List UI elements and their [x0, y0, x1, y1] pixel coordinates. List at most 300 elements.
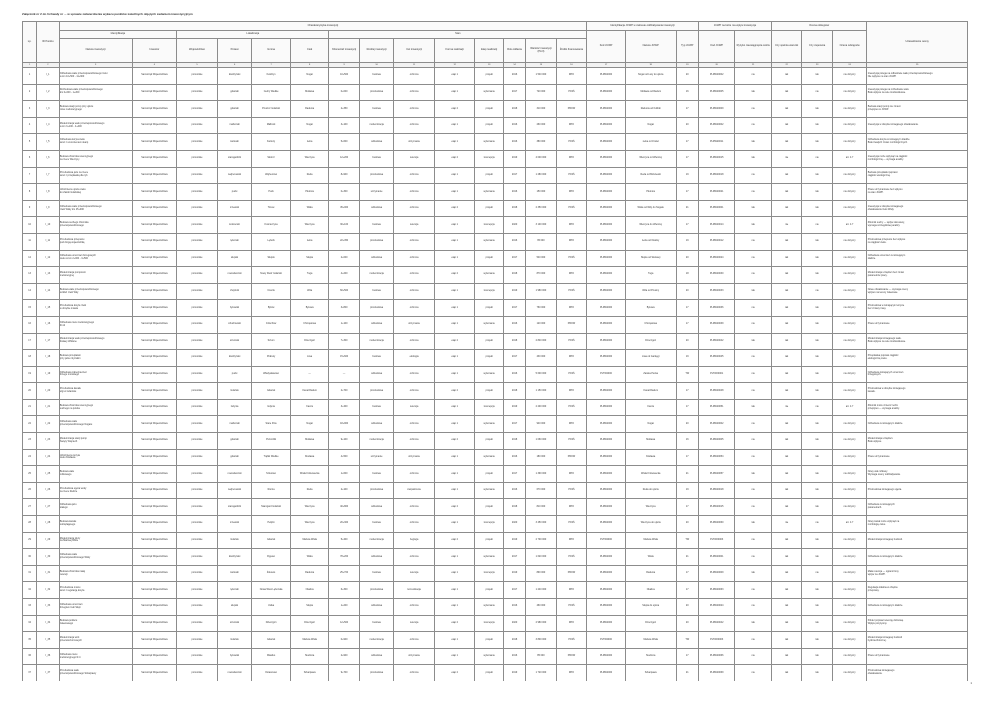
table-cell: 1 150 000	[526, 383, 556, 400]
table-cell: Wda	[290, 283, 329, 300]
cell-line: na Martwej Wiśle	[59, 539, 79, 543]
table-cell: 430 000	[526, 350, 556, 367]
table-cell: etap 1	[434, 350, 475, 367]
table-cell: koncepcja	[475, 217, 503, 234]
table-cell	[59, 532, 132, 549]
table-cell: Dzierzgoń	[252, 615, 291, 632]
table-cell: PLRW2000	[587, 283, 626, 300]
table-cell: Reda do ujścia	[625, 482, 676, 499]
table-cell: nie dotyczy	[832, 68, 867, 85]
table-cell: nie	[802, 516, 832, 533]
table-cell: ochrona	[394, 184, 435, 201]
table-cell: tak	[771, 316, 801, 333]
table-cell: Ostaszewo	[252, 665, 291, 681]
table-row	[23, 665, 968, 681]
table-cell: 17	[676, 399, 698, 416]
table-cell: Wierzyca	[290, 217, 329, 234]
table-cell	[867, 84, 968, 101]
table-cell: ochrona	[394, 300, 435, 317]
table-cell: PLRW20011	[698, 134, 735, 151]
table-cell: wykonanie	[475, 316, 503, 333]
column-number: 18	[625, 63, 676, 68]
table-cell: przebudowa	[359, 167, 394, 184]
table-cell: 30+100	[329, 217, 359, 234]
table-cell: sztumski	[217, 615, 252, 632]
cell-line: Wpływ pozytywny.	[867, 622, 888, 626]
table-cell: Samorząd Województwa	[132, 449, 177, 466]
table-cell: kwidzyński	[217, 549, 252, 566]
table-cell: 2+000	[329, 250, 359, 267]
table-cell: gdański	[217, 449, 252, 466]
table-cell: wejherowski	[217, 482, 252, 499]
table-cell: tak	[802, 482, 832, 499]
cell-line: Odbudowa umocnień brzegowych	[59, 254, 96, 258]
table-cell: projekt	[475, 665, 503, 681]
table-cell: projekt	[475, 300, 503, 317]
table-cell: PLTW20003	[698, 532, 735, 549]
table-cell: PLRW20002	[698, 416, 735, 433]
table-cell: nie	[735, 648, 772, 665]
col-8-header: Ciek	[290, 39, 329, 63]
table-cell: nie dotyczy	[832, 167, 867, 184]
table-row	[23, 599, 968, 616]
table-cell: Kwidzyn	[252, 68, 291, 85]
cell-line: melioracyjnej	[59, 273, 74, 277]
table-cell: Samorząd Województwa	[132, 117, 177, 134]
table-cell: 95 000	[526, 233, 556, 250]
col-5-header: Województwo	[177, 39, 218, 63]
table-cell	[59, 200, 132, 217]
table-cell: Liwa	[290, 350, 329, 367]
table-cell: ochrona	[394, 383, 435, 400]
table-cell: PLTW2000	[587, 532, 626, 549]
table-cell: 17	[676, 184, 698, 201]
cell-line: Odbudowa w istniejących	[867, 503, 895, 507]
table-cell: tak	[735, 615, 772, 632]
table-cell: Żukowo	[252, 565, 291, 582]
table-cell: Kanał Raduni	[290, 383, 329, 400]
column-number: 19	[676, 63, 698, 68]
table-cell	[59, 632, 132, 649]
table-cell: 7	[23, 167, 37, 184]
column-number: 25	[867, 63, 968, 68]
table-cell: I_16	[37, 316, 59, 333]
cell-line: do Zatoki Gdańskiej	[59, 190, 82, 194]
cell-line: wraz z regulacją koryta	[59, 589, 85, 593]
table-cell: Wisła	[290, 549, 329, 566]
table-cell: 20+300	[329, 516, 359, 533]
col-18-header: Nazwa JCWP	[625, 31, 676, 63]
table-cell	[59, 283, 132, 300]
table-cell: pomorskie	[177, 632, 218, 649]
table-cell: modernizacja	[359, 267, 394, 284]
table-cell: PLRW20042	[698, 333, 735, 350]
table-cell: PLRW20002	[698, 68, 735, 85]
table-cell: 10+500	[329, 68, 359, 85]
table-cell: kwidzyński	[217, 350, 252, 367]
table-cell: utrzymanie	[394, 134, 435, 151]
table-cell: kartuski	[217, 134, 252, 151]
table-cell: 2017	[503, 582, 525, 599]
table-cell: 720 000	[526, 84, 556, 101]
table-cell: 9+100	[329, 433, 359, 450]
table-cell: I_33	[37, 599, 59, 616]
table-cell: 460 000	[526, 599, 556, 616]
table-cell: ochrona	[394, 466, 435, 483]
table-cell: Samorząd Województwa	[132, 68, 177, 85]
table-cell: tak	[802, 267, 832, 284]
table-cell: PLRW20057	[698, 466, 735, 483]
table-row	[23, 250, 968, 267]
table-cell: chojnicki	[217, 283, 252, 300]
table-cell: pomorskie	[177, 399, 218, 416]
col-13-header: Etap realizacji	[475, 39, 503, 63]
table-cell: ochrona	[394, 549, 435, 566]
table-cell: pomorskie	[177, 433, 218, 450]
cell-line: śladzie.	[867, 257, 876, 261]
table-cell: Samorząd Województwa	[132, 150, 177, 167]
table-cell: Motława od Raduni	[625, 84, 676, 101]
table-cell: ochrona	[394, 101, 435, 118]
table-cell: 27	[23, 499, 37, 516]
cell-line: Budowa stacji pomp nie zmieni	[867, 105, 901, 109]
column-number: 7	[252, 63, 291, 68]
column-number: 14	[503, 63, 525, 68]
table-cell: 6	[23, 150, 37, 167]
group-identyfikacja-jcwp: Identyfikacja JCWP w zakresie oddziaływania inwestycji	[587, 22, 699, 31]
table-cell: nie	[735, 582, 772, 599]
cell-line: Modernizacja istniejącej budowli	[867, 636, 902, 640]
table-cell: Tuga	[290, 267, 329, 284]
table-cell: PLTW2000	[587, 366, 626, 383]
table-cell: nie dotyczy	[832, 665, 867, 681]
table-cell: nie dotyczy	[832, 316, 867, 333]
table-cell: RPO	[556, 665, 587, 681]
table-cell: 2016	[503, 366, 525, 383]
cell-line: Zbiornik suchy — wpływ okresowy,	[867, 221, 905, 225]
table-cell: Pelplin	[252, 516, 291, 533]
table-cell: 17	[676, 582, 698, 599]
table-cell: PLRW2000	[587, 482, 626, 499]
table-row	[23, 482, 968, 499]
table-cell: PLRW20012	[698, 233, 735, 250]
table-cell: Bytów	[252, 300, 291, 317]
table-cell: I_28	[37, 516, 59, 533]
table-cell: Kanał Raduni	[625, 383, 676, 400]
table-cell: I_8	[37, 184, 59, 201]
table-row	[23, 150, 968, 167]
group-identyfikacja: Identyfikacja	[59, 31, 177, 39]
table-cell: pomorskie	[177, 84, 218, 101]
table-cell: tak	[802, 117, 832, 134]
table-cell: ochrona	[394, 366, 435, 383]
table-cell: Samorząd Województwa	[132, 383, 177, 400]
cell-line: Odbudowa rowu	[59, 652, 78, 656]
table-cell: Dzierzgoń	[290, 333, 329, 350]
table-cell: przebudowa	[359, 582, 394, 599]
cell-line: Inwestycja w obrębie istniejącego	[867, 204, 904, 208]
table-cell: I_10	[37, 217, 59, 234]
table-cell: tak	[771, 582, 801, 599]
table-cell: budowa	[359, 516, 394, 533]
cell-line: w km 3+100 - 4+400	[59, 124, 82, 128]
table-cell: etap 1	[434, 134, 475, 151]
table-cell: Samorząd Województwa	[132, 283, 177, 300]
table-cell: tak	[802, 416, 832, 433]
table-cell: pucki	[217, 366, 252, 383]
table-cell: tak	[771, 615, 801, 632]
table-row	[23, 117, 968, 134]
column-number: 10	[359, 63, 394, 68]
table-cell: 2018	[503, 267, 525, 284]
table-cell: wykonanie	[475, 416, 503, 433]
table-cell: POIiŚ	[556, 599, 587, 616]
table-cell: Kacza	[625, 399, 676, 416]
table-cell: 18	[23, 350, 37, 367]
table-cell: tak	[771, 117, 801, 134]
table-cell: 1 240 000	[526, 582, 556, 599]
table-cell: 16	[23, 316, 37, 333]
table-cell: tak	[771, 449, 801, 466]
table-cell: Nogat	[625, 117, 676, 134]
table-cell: nie dotyczy	[832, 416, 867, 433]
col-22-header: Czy spełnia warunki	[771, 31, 801, 63]
table-cell: etap 1	[434, 648, 475, 665]
table-cell: pomorskie	[177, 200, 218, 217]
table-cell: utrzymanie	[359, 449, 394, 466]
table-cell: I_17	[37, 333, 59, 350]
table-cell: 35	[23, 632, 37, 649]
table-cell	[867, 217, 968, 234]
table-cell: 21	[676, 549, 698, 566]
table-cell: ochrona	[394, 632, 435, 649]
table-cell: pomorskie	[177, 416, 218, 433]
table-cell: 2018	[503, 632, 525, 649]
table-cell: 1 720 000	[526, 665, 556, 681]
table-cell: PLRW2000	[587, 516, 626, 533]
table-cell: Gdynia	[217, 399, 252, 416]
table-cell: tak	[802, 499, 832, 516]
table-cell: PROW	[556, 648, 587, 665]
table-cell: 17	[676, 565, 698, 582]
cell-line: Odbudowa zabezpieczeń	[59, 370, 87, 374]
table-cell: I_20	[37, 383, 59, 400]
col-14-header: Rok oddania	[503, 39, 525, 63]
table-cell: PLTW20001	[698, 366, 735, 383]
table-cell: Wierzyca do ujścia	[625, 516, 676, 533]
table-cell: nie dotyczy	[832, 466, 867, 483]
col-3-header: Nazwa inwestycji	[59, 39, 132, 63]
table-cell: 20	[676, 68, 698, 85]
table-cell: modernizacja	[359, 117, 394, 134]
cell-line: odciążającego	[59, 522, 76, 526]
table-cell: 2+900	[329, 648, 359, 665]
group-ocena: Ocena odstępstw	[771, 22, 866, 31]
table-cell: PLRW2000	[587, 449, 626, 466]
table-cell: Samorząd Województwa	[132, 516, 177, 533]
table-cell	[867, 466, 968, 483]
table-cell: nie	[735, 68, 772, 85]
cell-line: Święty Wojciech	[59, 439, 78, 443]
table-cell: nie	[771, 150, 801, 167]
table-cell: Puck	[252, 184, 291, 201]
table-cell: sztumski	[217, 333, 252, 350]
table-cell	[867, 316, 968, 333]
cell-line: Przebudowa istniejącego	[867, 669, 895, 673]
table-cell: Dzierzgoń	[290, 615, 329, 632]
table-cell: koncepcja	[475, 150, 503, 167]
cell-line: Odbudowa rowu melioracyjnego	[59, 320, 95, 324]
cell-line: Budowa stacji pomp przy ujściu	[59, 105, 94, 109]
table-cell: nowodworski	[217, 665, 252, 681]
table-cell: 670 000	[526, 482, 556, 499]
table-cell: Samorząd Województwa	[132, 134, 177, 151]
table-cell: nie	[771, 399, 801, 416]
table-cell: gdański	[217, 433, 252, 450]
table-cell	[59, 383, 132, 400]
table-cell: nie dotyczy	[832, 134, 867, 151]
table-cell: 30	[23, 549, 37, 566]
table-cell: I_27	[37, 499, 59, 516]
cell-line: Udrożnienie koryta	[59, 453, 80, 457]
table-cell: etap 1	[434, 516, 475, 533]
table-cell: 17	[676, 499, 698, 516]
table-cell: art. 4.7	[832, 217, 867, 234]
table-cell: 2016	[503, 449, 525, 466]
table-cell: etap 1	[434, 366, 475, 383]
table-cell: 2018	[503, 333, 525, 350]
table-cell: 85 000	[526, 648, 556, 665]
cell-line: Rozbudowa wału przeciwpowodziowego	[59, 88, 103, 92]
table-cell: I_22	[37, 416, 59, 433]
table-cell: ochrona	[394, 233, 435, 250]
cell-line: przepływu — wymaga analizy.	[867, 406, 900, 410]
table-cell: 20	[676, 416, 698, 433]
table-cell: tak	[802, 665, 832, 681]
cell-line: Budowa zbiornika retencyjnego	[59, 403, 94, 407]
table-cell: przebudowa	[359, 482, 394, 499]
table-cell: Samorząd Województwa	[132, 184, 177, 201]
table-cell: nie	[802, 217, 832, 234]
table-cell: 37	[23, 665, 37, 681]
table-cell	[59, 217, 132, 234]
table-cell	[59, 184, 132, 201]
table-cell: Czersk	[252, 283, 291, 300]
table-cell: Sztum	[252, 333, 291, 350]
table-cell: 2019	[503, 150, 525, 167]
table-cell: nie dotyczy	[832, 350, 867, 367]
table-cell: 260 000	[526, 117, 556, 134]
table-cell: Władysławowo	[252, 366, 291, 383]
cell-line: przeciwpowodziowego	[59, 224, 84, 228]
table-cell: 19	[23, 366, 37, 383]
table-cell: Lębork	[252, 233, 291, 250]
table-cell	[59, 449, 132, 466]
cell-line: Przebudowa w obrębie istniejącego	[867, 387, 906, 391]
table-cell: I_26	[37, 482, 59, 499]
table-cell: 18	[676, 267, 698, 284]
table-cell: nie dotyczy	[832, 300, 867, 317]
table-cell: nie	[735, 366, 772, 383]
table-cell: 17	[676, 150, 698, 167]
table-cell: tak	[771, 250, 801, 267]
table-cell: tak	[735, 399, 772, 416]
table-cell: tak	[771, 283, 801, 300]
cell-line: przepływu w JCWP.	[867, 107, 889, 111]
cell-line: rowu melioracyjnego	[59, 107, 82, 111]
table-cell: 17	[676, 383, 698, 400]
table-cell: Samorząd Województwa	[132, 665, 177, 681]
table-cell	[59, 167, 132, 184]
column-number: 16	[556, 63, 587, 68]
table-cell: Samorząd Województwa	[132, 217, 177, 234]
table-cell: 2017	[503, 167, 525, 184]
table-cell: słupski	[217, 250, 252, 267]
table-cell: 12	[23, 250, 37, 267]
table-cell: I_13	[37, 267, 59, 284]
column-number: 4	[132, 63, 177, 68]
cell-line: Nowe obwałowanie — wymaga oceny	[867, 287, 909, 291]
cell-line: Odbudowa w istniejącym śladzie.	[867, 604, 903, 608]
table-cell: ochrona	[394, 283, 435, 300]
table-cell: projekt	[475, 117, 503, 134]
table-cell: Szkarpawa	[290, 665, 329, 681]
cell-line: cofkowego	[59, 473, 72, 477]
table-cell: 2 350 000	[526, 200, 556, 217]
cell-line: Żuławy Wiślane	[59, 340, 77, 344]
table-cell: Samorząd Województwa	[132, 433, 177, 450]
table-cell: Tuga	[625, 267, 676, 284]
table-cell: 17	[676, 217, 698, 234]
cell-line: Prace utrzymaniowe bez wpływu	[867, 188, 903, 192]
cell-line: Odbudowa koryta w istniejącym śladzie.	[867, 138, 911, 142]
table-cell: nie	[735, 599, 772, 616]
table-cell: PLRW2000	[587, 383, 626, 400]
table-cell: tak	[771, 416, 801, 433]
table-cell	[59, 416, 132, 433]
table-cell: 2019	[503, 532, 525, 549]
table-cell: 5	[23, 134, 37, 151]
table-row	[23, 582, 968, 599]
table-cell: słupski	[217, 599, 252, 616]
table-cell: 23	[23, 433, 37, 450]
table-cell: wykonanie	[475, 233, 503, 250]
cell-line: Inwestycja może wpłynąć na ciągłość	[867, 154, 908, 158]
cell-line: Budowa przepławki	[59, 353, 81, 357]
table-cell: tczewski	[217, 516, 252, 533]
table-cell: PLRW20002	[698, 117, 735, 134]
table-cell: nie dotyczy	[832, 632, 867, 649]
cell-line: Nowy kanał może wpłynąć na	[867, 519, 900, 523]
table-cell: 21	[23, 399, 37, 416]
table-cell: Słupia	[290, 250, 329, 267]
cell-line: Budowa kanału	[59, 519, 77, 523]
table-cell: RPO	[556, 499, 587, 516]
table-cell: budowa	[359, 68, 394, 85]
table-cell: wykonanie	[475, 366, 503, 383]
table-cell: I_29	[37, 532, 59, 549]
table-cell: I_19	[37, 366, 59, 383]
table-cell: Sztutowo	[252, 466, 291, 483]
table-cell: RPO	[556, 217, 587, 234]
table-cell: budowa	[359, 399, 394, 416]
table-cell: nie dotyczy	[832, 449, 867, 466]
table-cell: etap 2	[434, 532, 475, 549]
table-cell: art. 4.7	[832, 399, 867, 416]
table-cell: pomorskie	[177, 499, 218, 516]
cell-line: obwałowania.	[867, 672, 883, 676]
table-cell: nie	[735, 532, 772, 549]
